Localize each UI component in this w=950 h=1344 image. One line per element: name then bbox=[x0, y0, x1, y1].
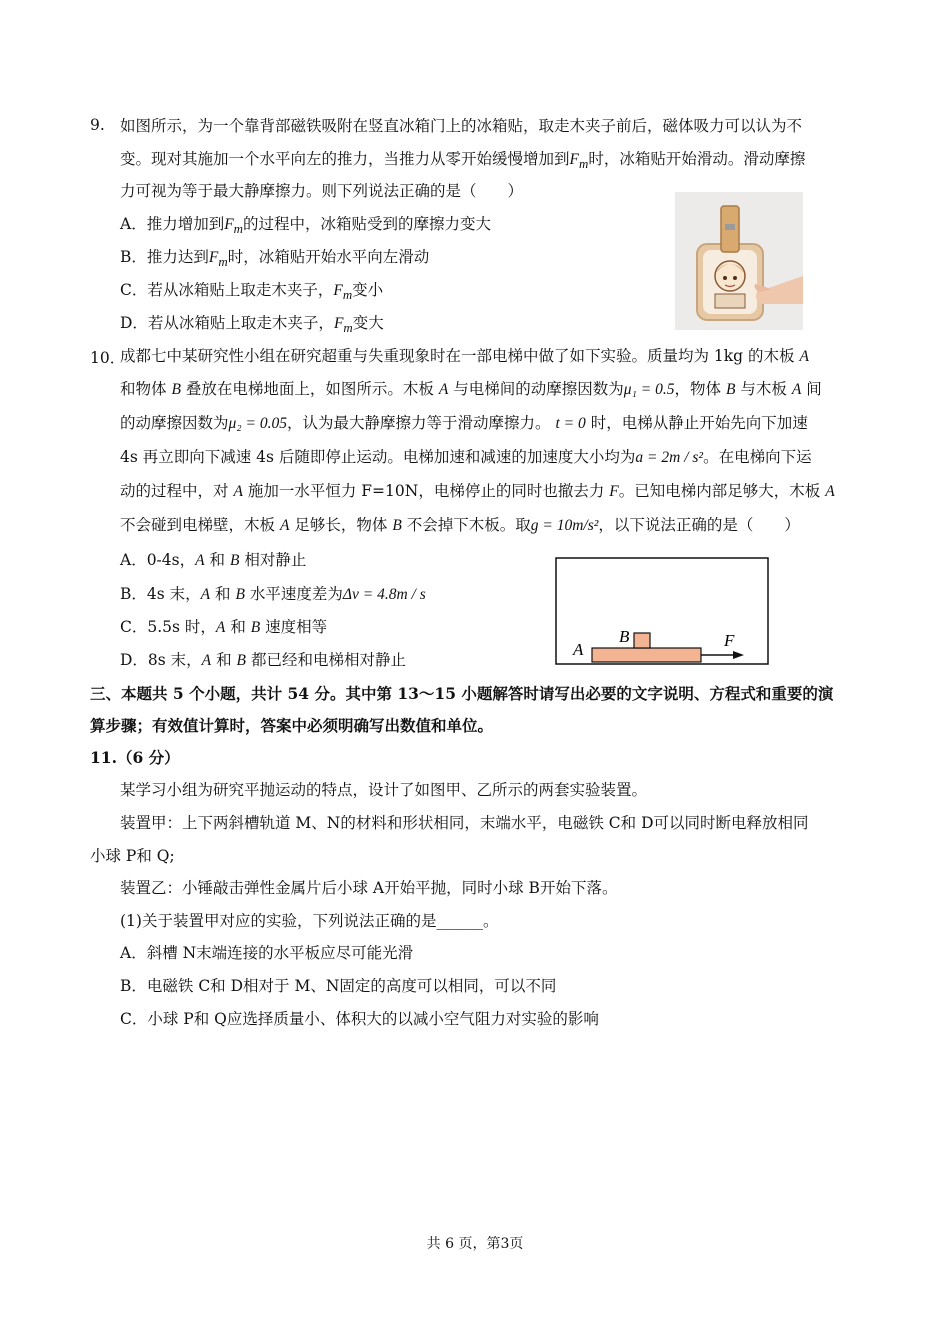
board-a bbox=[592, 648, 701, 662]
fridge-magnet-photo bbox=[675, 192, 803, 330]
q11-option-b: B．电磁铁 C和 D相对于 M、N固定的高度可以相同，可以不同 bbox=[120, 977, 557, 995]
q10-line1: 成都七中某研究性小组在研究超重与失重现象时在一部电梯中做了如下实验。质量均为 1kg 的木板 A bbox=[120, 347, 809, 365]
page-footer: 共 6 页，第3页 bbox=[426, 1236, 524, 1252]
q10-line3: 的动摩擦因数为μ₂ = 0.05，认为最大静摩擦力等于滑动摩擦力。 t = 0 时，电梯从静止开始先向下加速 bbox=[120, 414, 808, 432]
q10-option-b: B．4s 末，A 和 B 水平速度差为Δv = 4.8m / s bbox=[120, 585, 426, 603]
q11-sub1: (1)关于装置甲对应的实验，下列说法正确的是______。 bbox=[120, 912, 499, 930]
q9-line2: 变。现对其施加一个水平向左的推力，当推力从零开始缓慢增加到$F_m$时，冰箱贴开始滑动。滑动摩擦 bbox=[120, 150, 806, 172]
q10-number: 10． bbox=[90, 349, 126, 367]
q10-option-d: D．8s 末，A 和 B 都已经和电梯相对静止 bbox=[120, 651, 406, 669]
elevator-diagram bbox=[555, 557, 769, 665]
q11-device-jia-line2: 小球 P和 Q; bbox=[90, 847, 175, 865]
label-b: B bbox=[619, 627, 630, 646]
force-arrow-head bbox=[733, 651, 744, 659]
q10-line5: 动的过程中，对 A 施加一水平恒力 F=10N，电梯停止的同时也撤去力 F。已知电梯内部足够大，木板 A bbox=[120, 482, 835, 500]
section3-line1: 三、本题共 5 个小题，共计 54 分。其中第 13～15 小题解答时请写出必要的文字说明、方程式和重要的演 bbox=[90, 684, 834, 703]
block-b bbox=[634, 633, 650, 648]
section3-line2: 算步骤；有效值计算时，答案中必须明确写出数值和单位。 bbox=[90, 716, 494, 735]
q11-intro: 某学习小组为研究平抛运动的特点，设计了如图甲、乙所示的两套实验装置。 bbox=[120, 781, 648, 799]
q9-option-a: A．推力增加到$F_m$的过程中，冰箱贴受到的摩擦力变大 bbox=[120, 215, 492, 237]
label-f: F bbox=[724, 631, 735, 650]
q9-number: 9. bbox=[90, 116, 105, 134]
q9-line1: 如图所示，为一个靠背部磁铁吸附在竖直冰箱门上的冰箱贴，取走木夹子前后，磁体吸力可以认为不 bbox=[120, 117, 803, 135]
q9-option-c: C．若从冰箱贴上取走木夹子，$F_m$变小 bbox=[120, 281, 384, 303]
q10-option-a: A．0-4s，A 和 B 相对静止 bbox=[120, 551, 307, 569]
q11-option-c: C．小球 P和 Q应选择质量小、体积大的以减小空气阻力对实验的影响 bbox=[120, 1010, 599, 1028]
q11-title: 11.（6 分） bbox=[90, 748, 180, 767]
q9-line3: 力可视为等于最大静摩擦力。则下列说法正确的是（ ） bbox=[120, 182, 524, 200]
q10-line6: 不会碰到电梯壁，木板 A 足够长，物体 B 不会掉下木板。取g = 10m/s²，以下说法正确的是（ ） bbox=[120, 516, 800, 534]
q10-line4: 4s 再立即向下减速 4s 后随即停止运动。电梯加速和减速的加速度大小均为a = 2m / s²。在电梯向下运 bbox=[120, 448, 812, 466]
q10-line2: 和物体 B 叠放在电梯地面上，如图所示。木板 A 与电梯间的动摩擦因数为μ₁ = 0.5，物体 B 与木板 A 间 bbox=[120, 380, 822, 398]
q11-option-a: A．斜槽 N末端连接的水平板应尽可能光滑 bbox=[120, 944, 414, 962]
label-a: A bbox=[573, 640, 584, 659]
q11-device-yi: 装置乙：小锤敲击弹性金属片后小球 A开始平抛，同时小球 B开始下落。 bbox=[120, 879, 618, 897]
q9-option-b: B．推力达到$F_m$时，冰箱贴开始水平向左滑动 bbox=[120, 248, 430, 270]
fridge-magnet-illustration bbox=[675, 192, 803, 330]
q9-option-d: D．若从冰箱贴上取走木夹子，$F_m$变大 bbox=[120, 314, 384, 336]
q10-option-c: C．5.5s 时，A 和 B 速度相等 bbox=[120, 618, 328, 636]
q11-device-jia-line1: 装置甲：上下两斜槽轨道 M、N的材料和形状相同，末端水平，电磁铁 C和 D可以同时断电释放相同 bbox=[120, 814, 809, 832]
